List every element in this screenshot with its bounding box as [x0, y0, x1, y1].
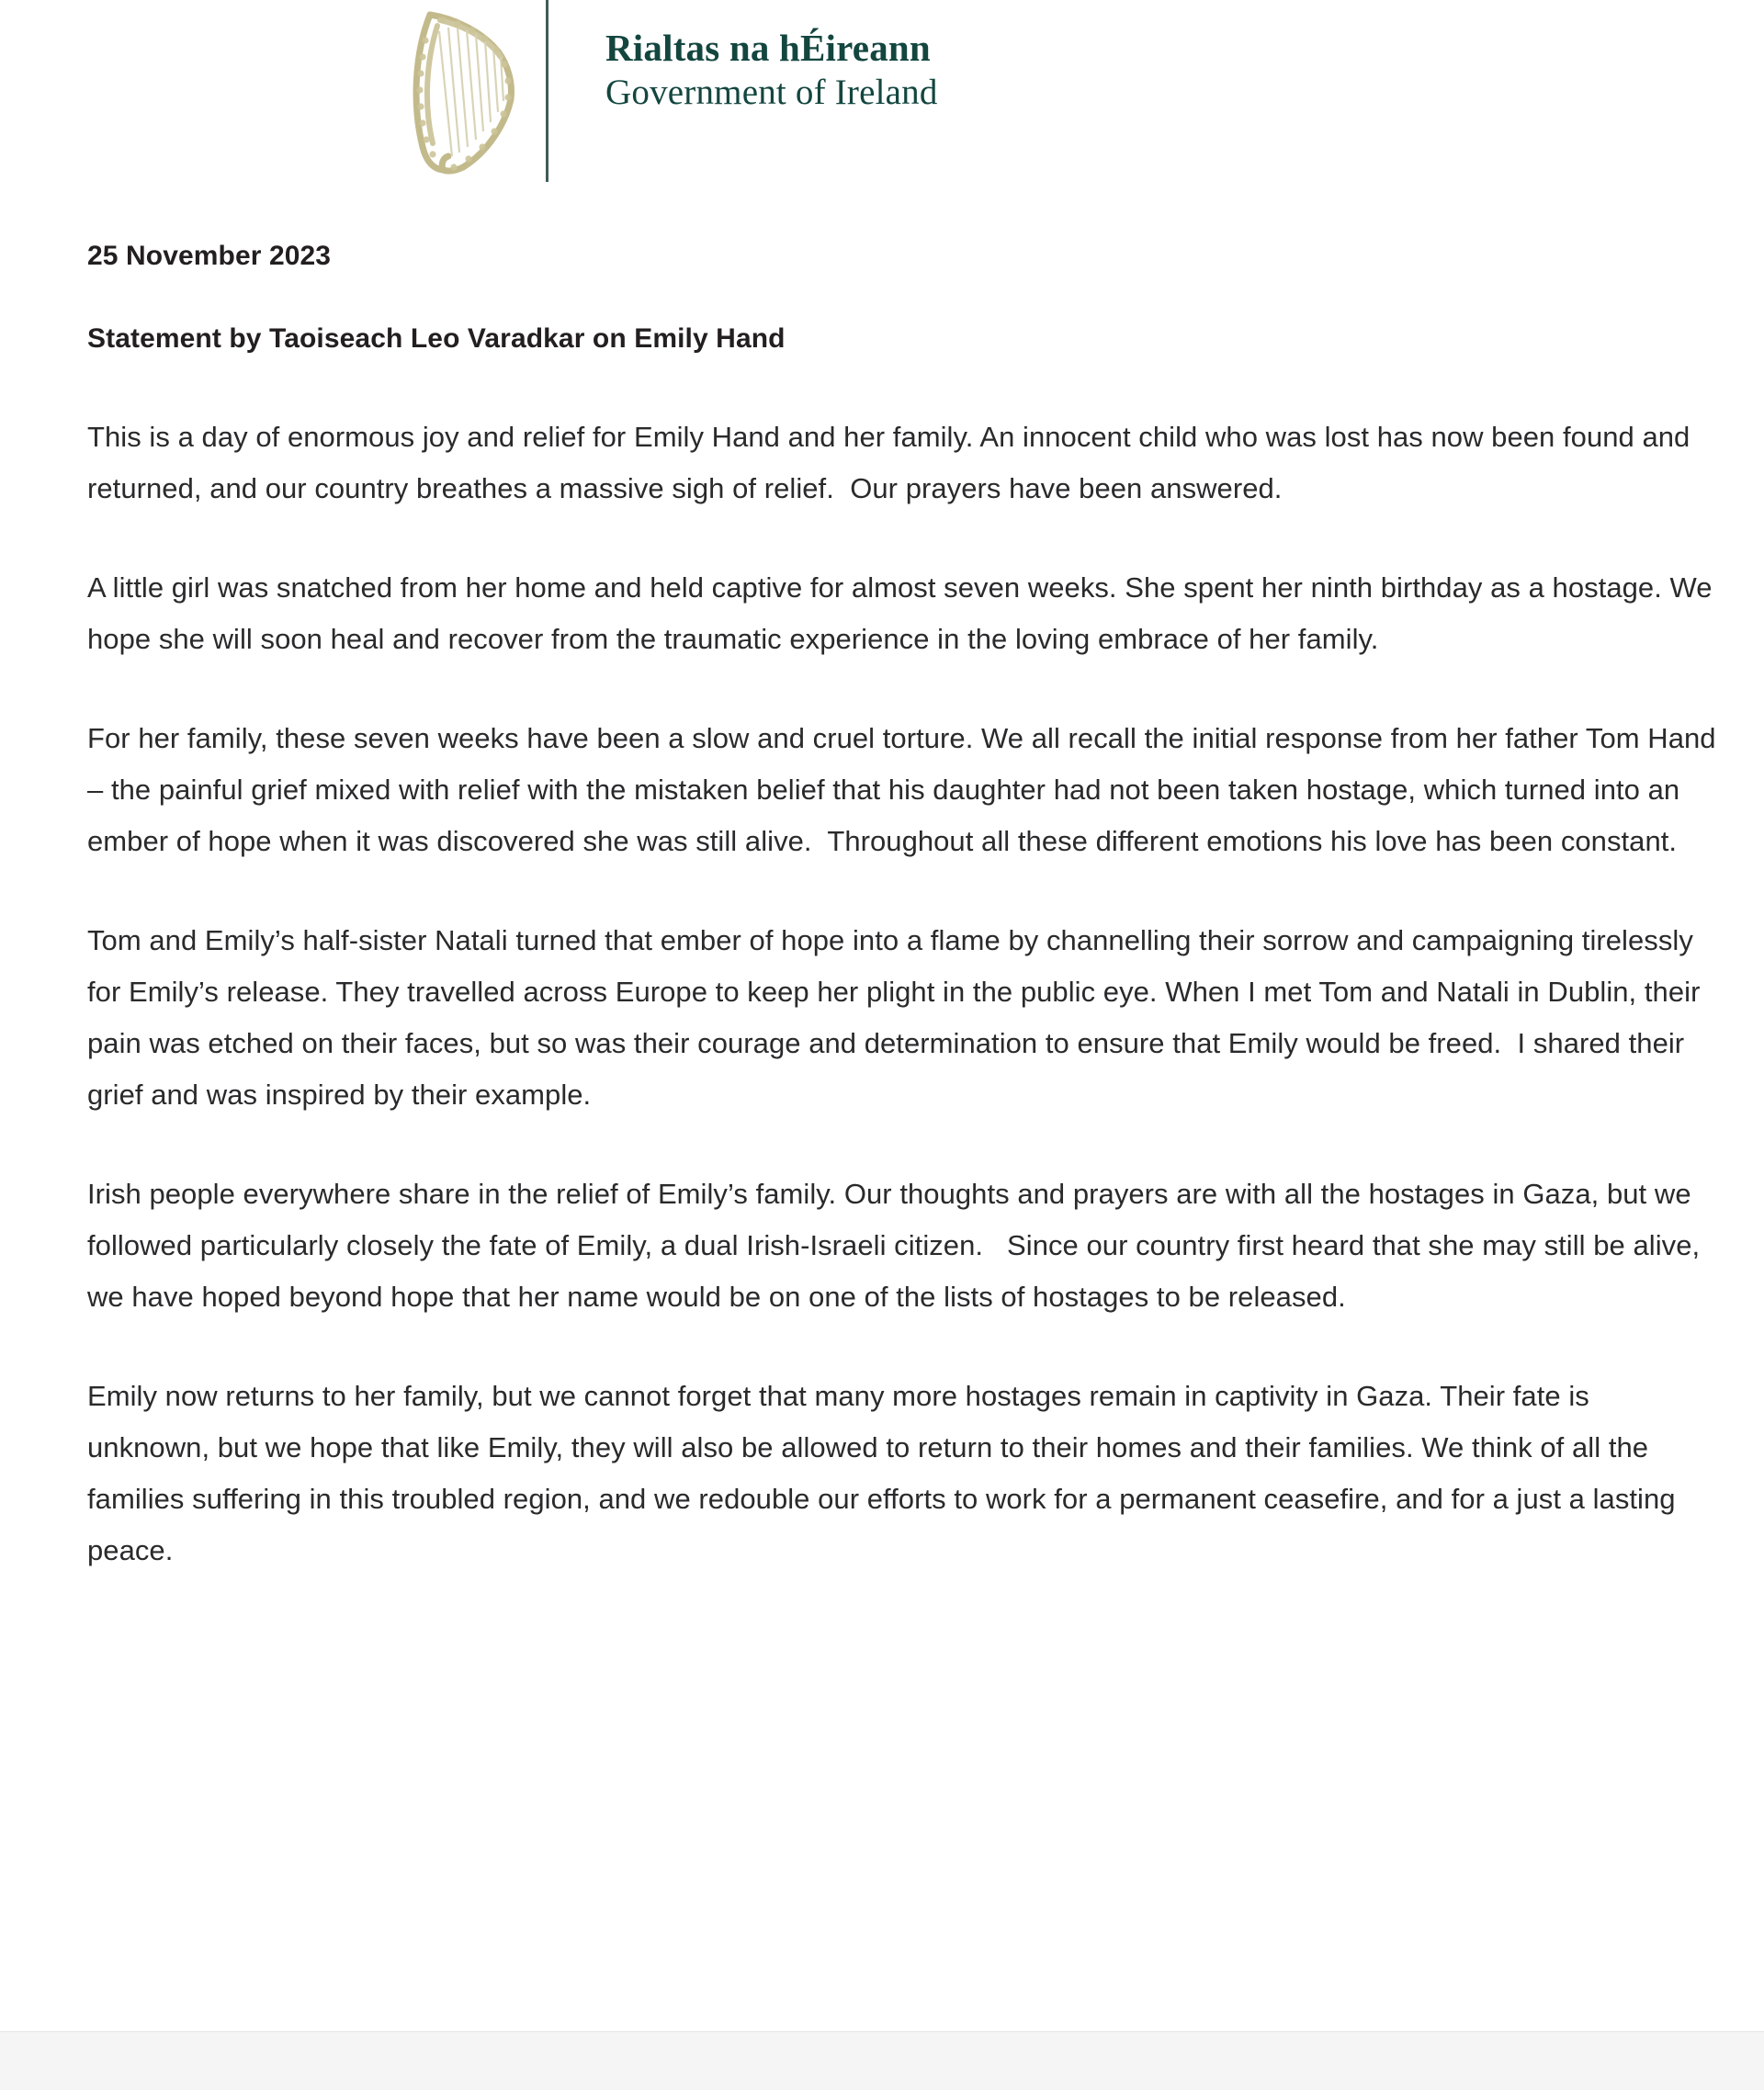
document-body	[87, 241, 1724, 1576]
paragraph: Tom and Emily’s half-sister Natali turned that ember of hope into a flame by channelling their sorrow and campaigning tirelessly for Emily’s release. They travelled across Europe to keep her plight in the public eye. When I met Tom and Natali in Dublin, their pain was etched on their faces, but so was their courage and determination to ensure that Emily would be freed. I shared their grief and was inspired by their example.	[87, 924, 1709, 1111]
paragraph: A little girl was snatched from her home and held captive for almost seven weeks. She spent her ninth birthday as a hostage. We hope she will soon heal and recover from the traumatic experience in the loving embrace of her family.	[87, 571, 1721, 655]
footer-band	[0, 2031, 1764, 2090]
wordmark-english: Government of Ireland	[605, 73, 938, 113]
irish-harp-crest-icon	[395, 0, 533, 180]
paragraph: Emily now returns to her family, but we cannot forget that many more hostages remain in captivity in Gaza. Their fate is unknown, but we hope that like Emily, they will also be allowed to return to their homes and their families. We think of all the families suffering in this troubled region, and we redouble our efforts to work for a permanent ceasefire, and for a just a lasting peace.	[87, 1380, 1684, 1566]
masthead-divider	[546, 0, 548, 182]
document-date: 25 November 2023	[87, 241, 332, 271]
government-masthead	[395, 0, 938, 184]
wordmark-irish: Rialtas na hÉireann	[605, 27, 931, 69]
paragraph: For her family, these seven weeks have been a slow and cruel torture. We all recall the initial response from her father Tom Hand – the painful grief mixed with relief with the mistaken belief that his daughter had not been taken hostage, which turned into an ember of hope when it was discovered she was still alive. Throughout all these different emotions his love has been constant.	[87, 722, 1724, 857]
document-title: Statement by Taoiseach Leo Varadkar on Emily Hand	[87, 323, 786, 354]
government-wordmark	[605, 0, 938, 115]
paragraph: Irish people everywhere share in the relief of Emily’s family. Our thoughts and prayers are with all the hostages in Gaza, but we followed particularly closely the fate of Emily, a dual Irish-Israeli citizen. Since our country first heard that she may still be alive, we have hoped beyond hope that her name would be on one of the lists of hostages to be released.	[87, 1178, 1708, 1313]
paragraph: This is a day of enormous joy and relief for Emily Hand and her family. An innocent child who was lost has now been found and returned, and our country breathes a massive sigh of relief. Our prayers have been answered.	[87, 421, 1699, 504]
